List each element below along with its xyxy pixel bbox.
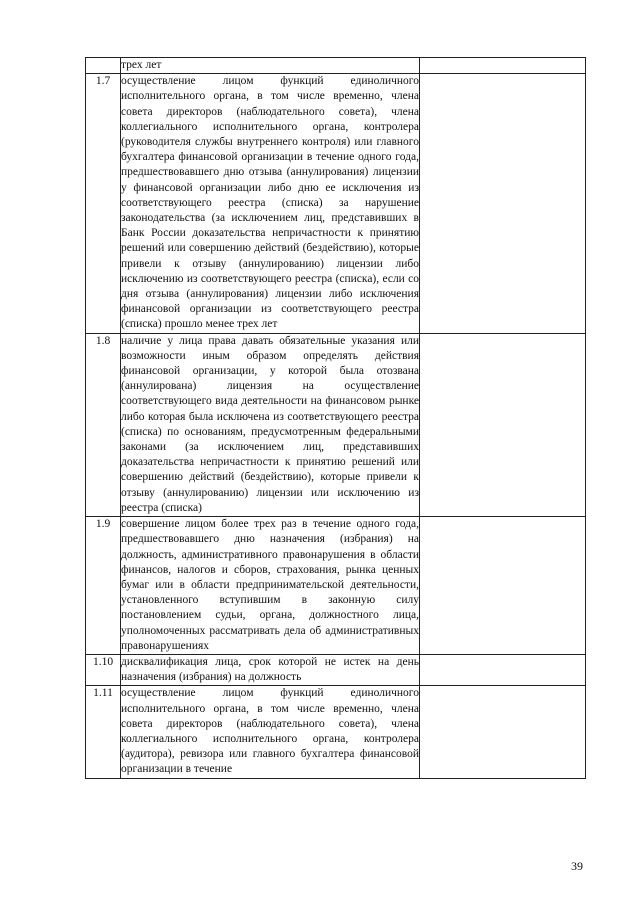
row-description — [121, 686, 420, 778]
row-number: 1.9 — [86, 517, 121, 655]
row-number: 1.11 — [86, 686, 121, 778]
row-blank-cell — [420, 58, 586, 74]
table-row — [86, 74, 586, 333]
row-description-text: дисквалификация лица, срок которой не истек на день назначения (избрания) на должность — [121, 655, 419, 684]
row-blank-cell — [420, 74, 586, 333]
row-description-text: трех лет — [121, 59, 162, 71]
row-blank-cell — [420, 686, 586, 778]
row-description — [121, 74, 420, 333]
row-description — [121, 333, 420, 516]
row-description-text: наличие у лица права давать обязательные указания или возможности иным образом определять действия финансовой организации, у которой была отозвана (аннулирована) лицензия на осуществление соответствующего вида деятельности на финансовом рынке либо которая была исключена из соответствующего реестра (списка) по основаниям, предусмотренным федеральными законами (за исключением лиц, представивших доказательства непричастности к принятию решений или совершению действий (бездействию), которые привели к отзыву (аннулированию) лицензии или исключению из реестра (списка) — [121, 334, 419, 514]
table-row — [86, 686, 586, 778]
row-number — [86, 58, 121, 74]
page-number: 39 — [571, 859, 583, 873]
table-row — [86, 58, 586, 74]
row-number: 1.10 — [86, 654, 121, 685]
row-number: 1.8 — [86, 333, 121, 516]
row-description-text: осуществление лицом функций единоличного исполнительного органа, в том числе временно, члена совета директоров (наблюдательного совета), члена коллегиального исполнительного органа, контролера (аудитора), ревизора или главного бухгалтера финансовой организации в течение — [121, 687, 419, 776]
requirements-table — [85, 57, 586, 779]
row-description — [121, 517, 420, 655]
row-blank-cell — [420, 333, 586, 516]
table-row — [86, 517, 586, 655]
row-blank-cell — [420, 654, 586, 685]
row-description — [121, 58, 420, 74]
table-row — [86, 333, 586, 516]
row-description-text: осуществление лицом функций единоличного исполнительного органа, в том числе временно, члена совета директоров (наблюдательного совета), члена коллегиального исполнительного органа, контролера (руководителя службы внутреннего контроля) или главного бухгалтера финансовой организации в течение одного года, предшествовавшего дню отзыва (аннулирования) лицензии у финансовой организации либо дню ее исключения из соответствующего реестра (списка) за нарушение законодательства (за исключением лиц, представивших в Банк России доказательства непричастности к принятию решений или совершению действий (бездействию), которые привели к отзыву (аннулированию) лицензии либо исключению из соответствующего реестра (списка), если со дня отзыва (аннулирования) лицензии либо исключения финансовой организации из соответствующего реестра (списка) прошло менее трех лет — [121, 75, 419, 331]
table-row — [86, 654, 586, 685]
row-blank-cell — [420, 517, 586, 655]
row-number: 1.7 — [86, 74, 121, 333]
row-description — [121, 654, 420, 685]
row-description-text: совершение лицом более трех раз в течение одного года, предшествовавшего дню назначения (избрания) на должность, административного правонарушения в области финансов, налогов и сборов, страхования, рынка ценных бумаг или в области предпринимательской деятельности, установленного вступившим в законную силу постановлением судьи, органа, должностного лица, уполномоченных рассматривать дела об административных правонарушениях — [121, 518, 419, 652]
